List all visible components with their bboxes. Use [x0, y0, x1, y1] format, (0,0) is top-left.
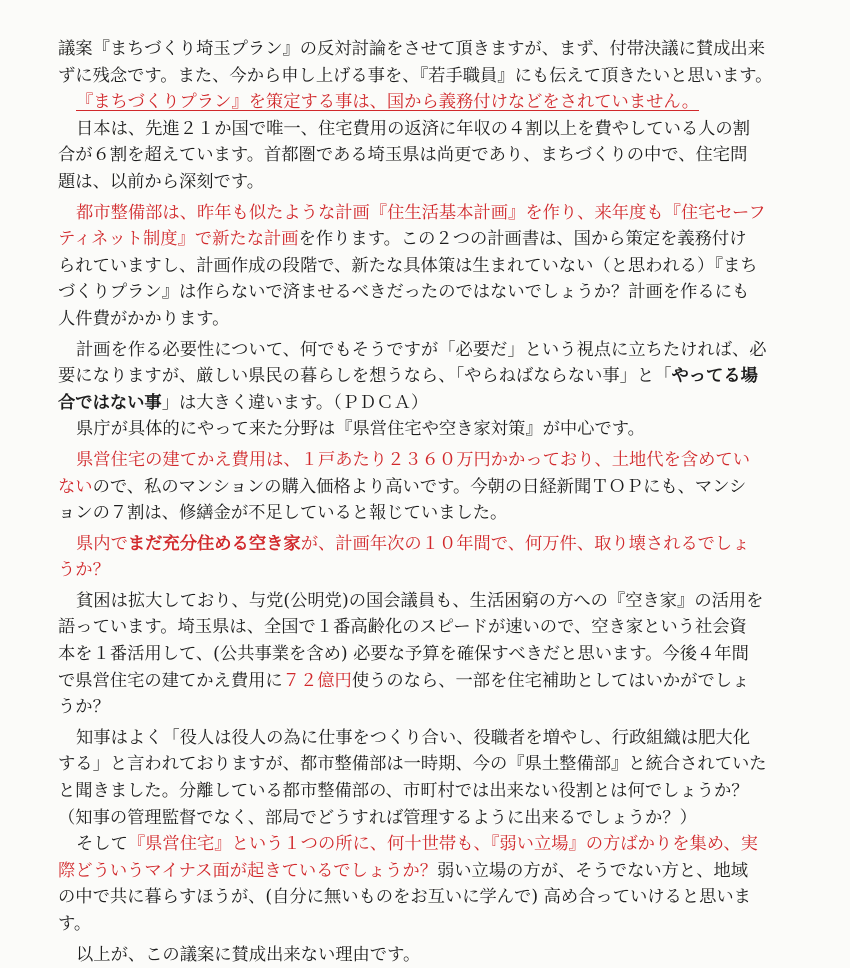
- text-line: す。: [58, 914, 92, 934]
- text-line: （知事の管理監督でなく、部局でどうすれば管理するように出来るでしょうか？）: [58, 807, 697, 828]
- text-line: 都市整備部は、昨年も似たような計画『住生活基本計画』を作り、来年度も『住宅セーフ: [76, 202, 766, 223]
- text-line: 人件費がかかります。: [58, 308, 230, 329]
- text-line: 合ではない事」は大きく違います。（ＰＤＣＡ）: [58, 392, 429, 413]
- text-line: 県内でまだ充分住める空き家が、計画年次の１０年間で、何万件、取り壊されるでしょ: [76, 533, 750, 554]
- text-line: ないので、私のマンションの購入価格より高いです。今朝の日経新聞ＴＯＰにも、マンシ: [58, 476, 747, 497]
- text-line: する」と言われておりますが、都市整備部は一時期、今の『県土整備部』と統合されていた: [58, 754, 767, 775]
- text-line: そして『県営住宅』という１つの所に、何十世帯も、『弱い立場』の方ばかりを集め、実: [76, 834, 758, 855]
- text-line: 本を１番活用して、(公共事業を含め) 必要な予算を確保すべきだと思います。今後４年間: [58, 644, 749, 665]
- text-line: 知事はよく「役人は役人の為に仕事をつくり合い、役職者を増やし、行政組織は肥大化: [76, 727, 750, 748]
- text-line: 県営住宅の建てかえ費用は、１戸あたり２３６０万円かかっており、土地代を含めてい: [76, 449, 750, 470]
- text-line: 貧困は拡大しており、与党(公明党)の国会議員も、生活困窮の方への『空き家』の活用を: [76, 590, 764, 611]
- text-line: 日本は、先進２１か国で唯一、住宅費用の返済に年収の４割以上を費やしている人の割: [76, 118, 750, 139]
- closing-line: 以上が、この議案に賛成出来ない理由です。: [76, 944, 421, 965]
- text-line: 題は、以前から深刻です。: [58, 171, 264, 192]
- text-line: ずに残念です。また、今から申し上げる事を、『若手職員』にも伝えて頂きたいと思います。: [58, 65, 773, 86]
- text-line: られていますし、計画作成の段階で、新たな具体策は生まれていない（と思われる）『まち: [58, 255, 758, 276]
- text-line: 要になりますが、厳しい県民の暮らしを想うなら、「やらねばならない事」と「やってる場: [58, 366, 758, 387]
- text-line: で県営住宅の建てかえ費用に７２億円使うのなら、一部を住宅補助としてはいかがでしょ: [58, 670, 750, 691]
- text-line: 語っています。埼玉県は、全国で１番高齢化のスピードが速いので、空き家という社会資: [58, 617, 747, 638]
- text-line: うか？: [58, 560, 110, 581]
- text-line: 合が６割を超えています。首都圏である埼玉県は尚更であり、まちづくりの中で、住宅問: [58, 145, 748, 166]
- text-line: ョンの７割は、修繕金が不足していると報じていました。: [58, 503, 508, 524]
- text-line: と聞きました。分離している都市整備部の、市町村では出来ない役割とは何でしょうか？: [58, 781, 749, 802]
- text-line: 際どういうマイナス面が起きているでしょうか？弱い立場の方が、そうでない方と、地域: [58, 860, 749, 881]
- text-line: 計画を作る必要性について、何でもそうですが「必要だ」という視点に立ちたければ、必: [76, 339, 767, 360]
- text-line: ティネット制度』で新たな計画を作ります。この２つの計画書は、国から策定を義務付け: [58, 229, 747, 250]
- text-line: 県庁が具体的にやって来た分野は『県営住宅や空き家対策』が中心です。: [76, 419, 645, 440]
- text-line: づくりプラン』は作らないで済ませるべきだったのではないでしょうか？計画を作るにも: [58, 282, 750, 303]
- text-line: 議案『まちづくり埼玉プラン』の反対討論をさせて頂きますが、まず、付帯決議に賛成出来: [58, 39, 765, 59]
- text-line: うか？: [58, 697, 110, 718]
- text-line: の中で共に暮らすほうが、(自分に無いものをお互いに学んで) 高め合っていけると思いま: [58, 887, 751, 908]
- highlighted-statement: 『まちづくりプラン』を策定する事は、国から義務付けなどをされていません。: [76, 92, 699, 113]
